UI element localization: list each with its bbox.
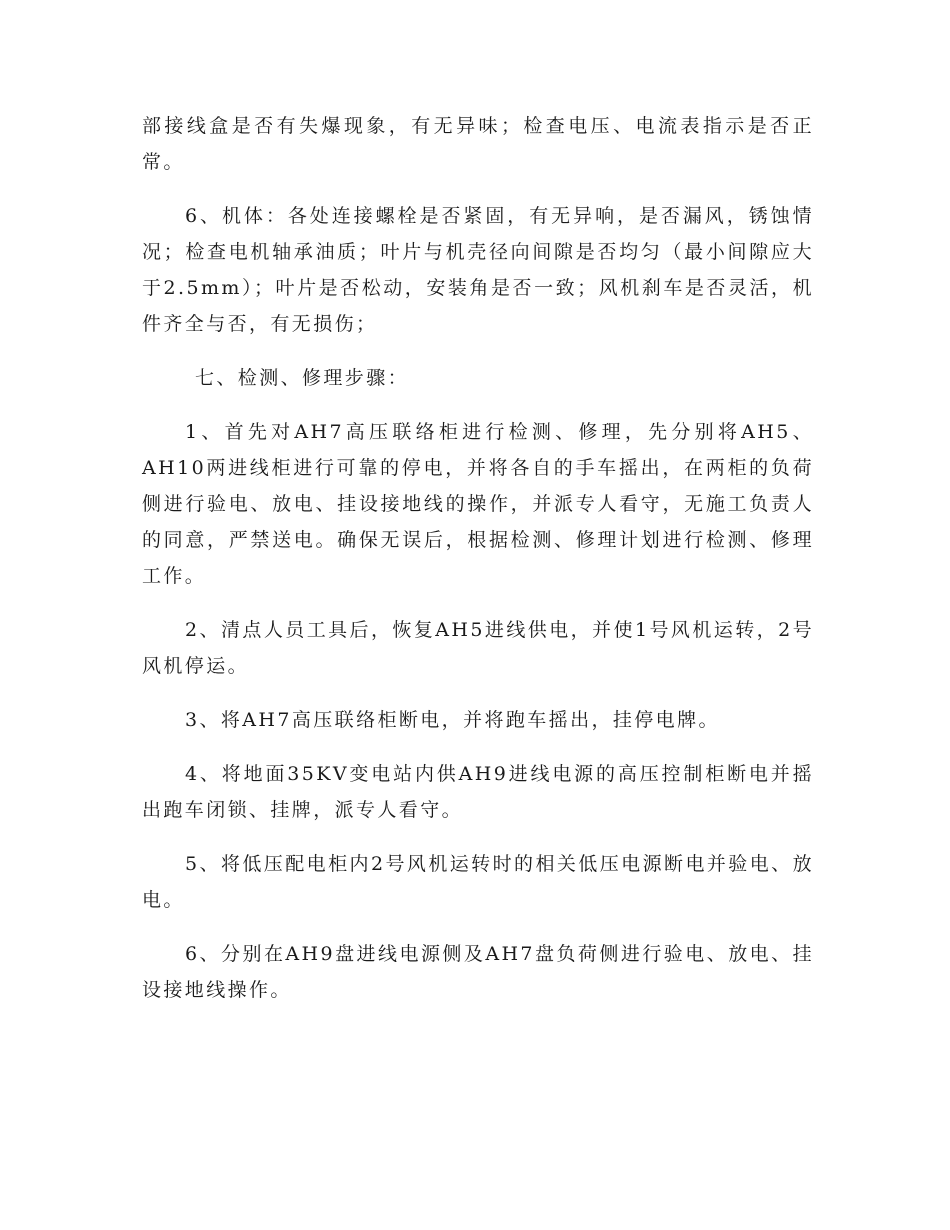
- paragraph-step-3: 3、将AH7高压联络柜断电，并将跑车摇出，挂停电牌。: [185, 709, 720, 731]
- paragraph-step-5: 5、将低压配电柜内2号风机运转时的相关低压电源断电并验电、放电。: [142, 853, 814, 911]
- paragraph-step-1: 1、首先对AH7高压联络柜进行检测、修理，先分别将AH5、AH10两进线柜进行可靠的停电，并将各自的手车摇出，在两柜的负荷侧进行验电、放电、挂设接地线的操作，并派专人看守，无施工负责人的同意，严禁送电。确保无误后，根据检测、修理计划进行检测、修理工作。: [142, 421, 814, 587]
- paragraph-step-4: 4、将地面35KV变电站内供AH9进线电源的高压控制柜断电并摇出跑车闭锁、挂牌，派专人看守。: [142, 763, 814, 821]
- paragraph-continuation: 部接线盒是否有失爆现象，有无异味；检查电压、电流表指示是否正常。: [142, 115, 814, 173]
- paragraph-step-6: 6、分别在AH9盘进线电源侧及AH7盘负荷侧进行验电、放电、挂设接地线操作。: [142, 943, 814, 1001]
- section-heading-inspection-steps: 七、检测、修理步骤：: [195, 367, 410, 389]
- paragraph-item-6-machine-body: 6、机体：各处连接螺栓是否紧固，有无异响，是否漏风，锈蚀情况；检查电机轴承油质；叶片与机壳径向间隙是否均匀（最小间隙应大于2.5mm）；叶片是否松动，安装角是否一致；风机刹车是否灵活，机件齐全与否，有无损伤；: [142, 205, 814, 335]
- paragraph-step-2: 2、清点人员工具后，恢复AH5进线供电，并使1号风机运转，2号风机停运。: [142, 619, 814, 677]
- document-body: [142, 108, 814, 1026]
